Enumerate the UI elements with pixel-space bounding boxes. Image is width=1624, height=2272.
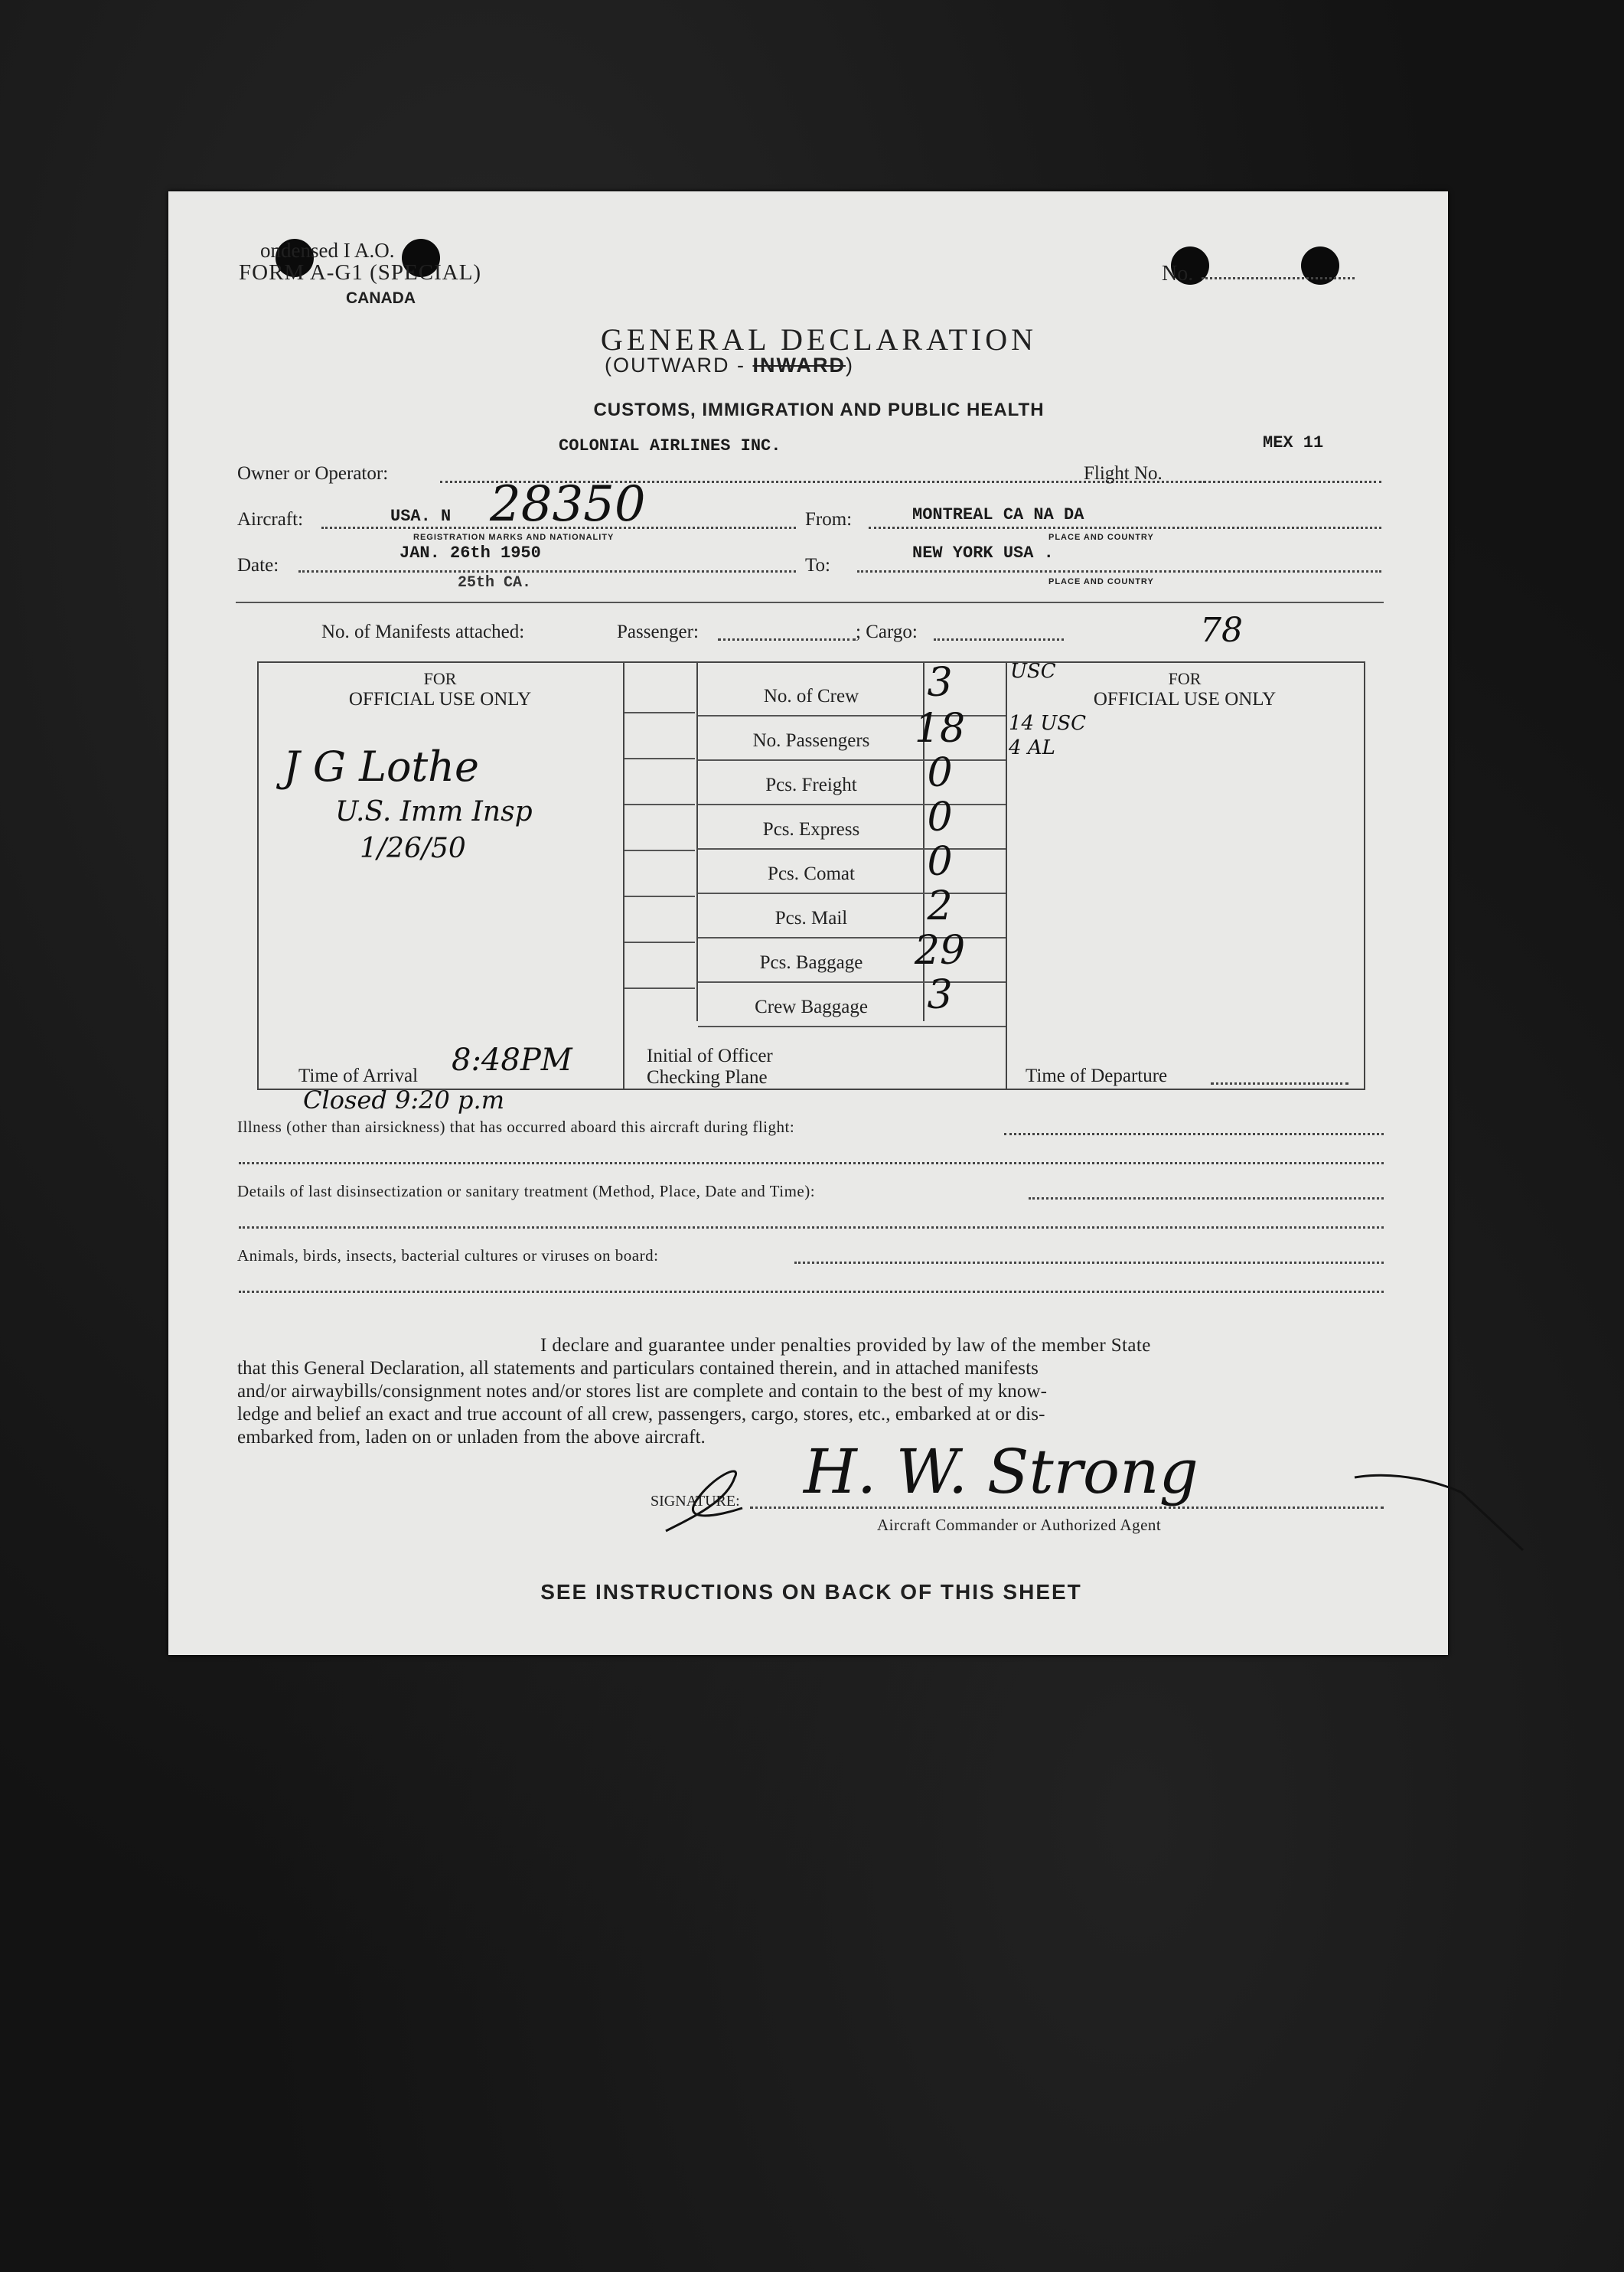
flight-value: MEX 11 (1263, 433, 1324, 452)
row-label-crew: No. of Crew (763, 686, 859, 707)
statement-line1: I declare and guarantee under penalties provided by law of the member State (540, 1335, 1151, 1356)
declaration-form (168, 191, 1448, 1655)
right-note-usc: USC (1010, 660, 1056, 683)
closed-time-handwritten: Closed 9:20 p.m (303, 1085, 505, 1115)
no-label: No. (1162, 262, 1194, 286)
inspector-signature: J G Lothe (283, 743, 479, 791)
row-label-mail: Pcs. Mail (774, 908, 848, 929)
date-subnote: 25th CA. (458, 574, 532, 592)
left-official-label: OFFICIAL USE ONLY (348, 689, 532, 710)
form-line3: CANADA (346, 289, 416, 307)
row-label-passengers: No. Passengers (752, 730, 870, 751)
row-value-comat: 0 (927, 839, 953, 885)
statement-line3: and/or airwaybills/consignment notes and/or stores list are complete and contain to the best of my know- (237, 1381, 1048, 1402)
row-label-crew-baggage: Crew Baggage (755, 997, 868, 1017)
initial-officer-line1: Initial of Officer (647, 1046, 773, 1066)
form-line1: ondensed I A.O. (260, 239, 395, 262)
statement-line4: ledge and belief an exact and true account of all crew, passengers, cargo, stores, etc., embarked at or dis- (237, 1404, 1045, 1425)
row-value-express: 0 (927, 795, 953, 841)
statement-line2: that this General Declaration, all statements and particulars contained therein, and in attached manifests (237, 1358, 1039, 1379)
title-subline (605, 354, 854, 377)
right-note-4al: 4 AL (1009, 736, 1055, 759)
form-line2: FORM A-G1 (SPECIAL) (239, 260, 482, 285)
from-caption: PLACE AND COUNTRY (1048, 533, 1154, 542)
to-value: NEW YORK USA . (912, 544, 1054, 563)
right-for-label: FOR (1168, 669, 1202, 688)
statement-line5: embarked from, laden on or unladen from the above aircraft. (237, 1427, 706, 1448)
from-value: MONTREAL CA NA DA (912, 505, 1084, 524)
captain-signature: H. W. Strong (804, 1436, 1198, 1507)
illness-label: Illness (other than airsickness) that has occurred aboard this aircraft during flight: (237, 1118, 795, 1136)
subtitle-outward: (OUTWARD - (605, 354, 753, 377)
arrival-label: Time of Arrival (298, 1066, 419, 1086)
from-label: From: (805, 509, 853, 530)
row-value-freight: 0 (927, 750, 953, 796)
owner-value: COLONIAL AIRLINES INC. (559, 436, 781, 455)
right-official-label: OFFICIAL USE ONLY (1093, 689, 1277, 710)
manifests-label: No. of Manifests attached: (321, 622, 525, 642)
passenger-label: Passenger: (617, 622, 699, 642)
date-value: JAN. 26th 1950 (399, 544, 541, 563)
subtitle-inward-struck: INWARD (752, 354, 846, 377)
right-note-14usc: 14 USC (1009, 712, 1086, 735)
date-label: Date: (237, 555, 279, 576)
arrival-time-handwritten: 8:48PM (452, 1043, 572, 1078)
row-label-comat: Pcs. Comat (768, 863, 855, 884)
row-value-crew-baggage: 3 (927, 972, 953, 1018)
to-label: To: (805, 555, 830, 576)
signature-flourish (651, 1431, 1531, 1554)
to-caption: PLACE AND COUNTRY (1048, 577, 1154, 586)
aircraft-registration-handwritten: 28350 (490, 476, 646, 533)
owner-label: Owner or Operator: (237, 463, 389, 484)
aircraft-value: USA. N (390, 507, 452, 526)
footer-instructions: SEE INSTRUCTIONS ON BACK OF THIS SHEET (540, 1580, 1082, 1604)
initial-officer-line2: Checking Plane (647, 1067, 768, 1088)
signature-label: SIGNATURE: (651, 1493, 740, 1510)
subtitle-close: ) (845, 354, 854, 377)
row-value-passengers: 18 (914, 706, 966, 752)
signature-caption: Aircraft Commander or Authorized Agent (877, 1516, 1162, 1534)
inspector-title: U.S. Imm Insp (335, 796, 533, 828)
left-for-label: FOR (423, 669, 457, 688)
row-value-crew: 3 (927, 660, 953, 706)
row-value-mail: 2 (927, 883, 953, 929)
aircraft-label: Aircraft: (237, 509, 304, 530)
departure-label: Time of Departure (1026, 1066, 1168, 1086)
row-label-freight: Pcs. Freight (765, 775, 857, 795)
cargo-label: ; Cargo: (856, 622, 918, 642)
row-label-express: Pcs. Express (762, 819, 860, 840)
disinsect-label: Details of last disinsectization or sanitary treatment (Method, Place, Date and Time): (237, 1182, 816, 1200)
flight-label: Flight No. (1084, 463, 1163, 484)
animals-label: Animals, birds, insects, bacterial cultures or viruses on board: (237, 1246, 659, 1265)
inspector-date: 1/26/50 (360, 833, 466, 864)
title-authority: CUSTOMS, IMMIGRATION AND PUBLIC HEALTH (593, 400, 1045, 420)
row-value-baggage: 29 (914, 928, 966, 974)
manifest-handwritten: 78 (1200, 611, 1243, 650)
row-label-baggage: Pcs. Baggage (759, 952, 863, 973)
page-title: GENERAL DECLARATION (600, 322, 1038, 357)
aircraft-caption: REGISTRATION MARKS AND NATIONALITY (413, 533, 615, 542)
